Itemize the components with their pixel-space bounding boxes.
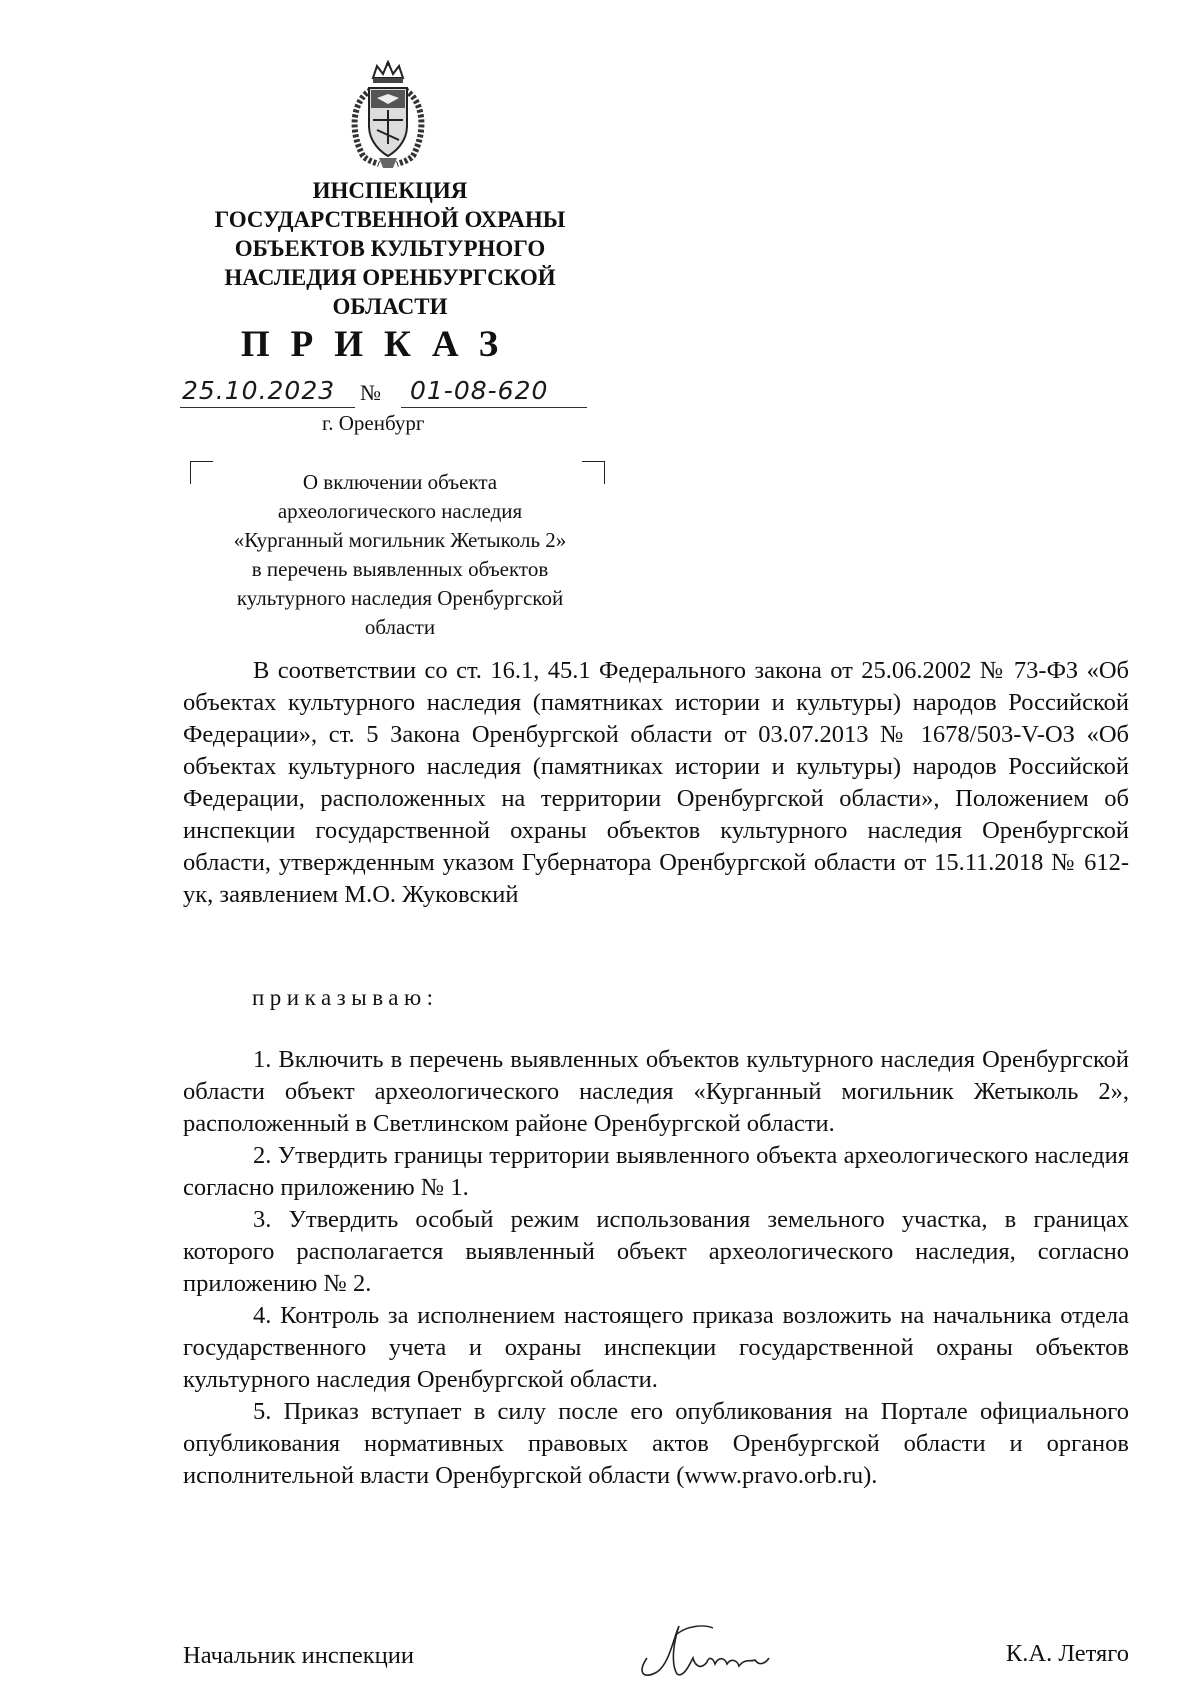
preamble-paragraph: В соответствии со ст. 16.1, 45.1 Федерального закона от 25.06.2002 № 73-ФЗ «Об объектах культурного наследия (памятниках истории и культуры) народов Российской Федерации», ст. 5 Закона Оренбургской области от 03.07.2013 № 1678/503-V-ОЗ «Об объектах культурного наследия (памятниках истории и культуры) народов Российской Федерации, расположенных на территории Оренбургской области», Положением об инспекции государственной охраны объектов культурного наследия Оренбургской области, утвержденным указом Губернатора Оренбургской области от 15.11.2018 № 612-ук, заявлением М.О. Жуковский [183, 657, 1129, 908]
order-item: 3. Утвердить особый режим использования земельного участка, в границах которого располагается выявленный объект археологического наследия, согласно приложению № 2. [183, 1206, 1129, 1297]
order-item: 5. Приказ вступает в силу после его опубликования на Портале официального опубликования нормативных правовых актов Оренбургской области и органов исполнительной власти Оренбургской области (www.pravo.orb.ru). [183, 1398, 1129, 1489]
subject-line: культурного наследия Оренбургской [236, 586, 564, 610]
order-date: 25.10.2023 [182, 376, 336, 405]
order-item: 4. Контроль за исполнением настоящего приказа возложить на начальника отдела государственного учета и охраны инспекции государственной охраны объектов культурного наследия Оренбургской области. [183, 1302, 1129, 1393]
signer-name: К.А. Летяго [1005, 1640, 1129, 1667]
signer-position: Начальник инспекции [183, 1642, 414, 1669]
subject-line: в перечень выявленных объектов [251, 557, 549, 581]
date-underline [180, 407, 355, 408]
issue-city: г. Оренбург [322, 411, 425, 435]
signature-block [183, 1620, 1129, 1680]
number-underline [401, 407, 587, 408]
subject-line: области [364, 615, 436, 639]
org-line: ОБЪЕКТОВ КУЛЬТУРНОГО [234, 236, 546, 261]
org-line: ГОСУДАРСТВЕННОЙ ОХРАНЫ [214, 207, 566, 232]
org-line: ОБЛАСТИ [332, 294, 448, 319]
subject-line: «Курганный могильник Жетыколь 2» [233, 528, 567, 552]
order-item: 2. Утвердить границы территории выявленного объекта археологического наследия согласно приложению № 1. [183, 1142, 1129, 1201]
date-number-line [180, 376, 620, 412]
number-sign: № [360, 380, 381, 405]
order-number: 01-08-620 [410, 376, 549, 405]
subject-line: О включении объекта [302, 470, 498, 494]
subject-line: археологического наследия [277, 499, 523, 523]
organization-name [190, 176, 590, 321]
order-word: приказываю: [252, 985, 439, 1010]
org-line: НАСЛЕДИЯ ОРЕНБУРГСКОЙ [224, 265, 556, 290]
org-line: ИНСПЕКЦИЯ [312, 178, 468, 203]
order-subject [190, 468, 610, 642]
order-item: 1. Включить в перечень выявленных объектов культурного наследия Оренбургской области объект археологического наследия «Курганный могильник Жетыколь 2», расположенный в Светлинском районе Оренбургской области. [183, 1046, 1129, 1137]
handwritten-signature [633, 1620, 808, 1680]
document-type-title: ПРИКАЗ [240, 324, 520, 365]
order-items [183, 1044, 1129, 1492]
coat-of-arms-emblem [343, 60, 433, 172]
